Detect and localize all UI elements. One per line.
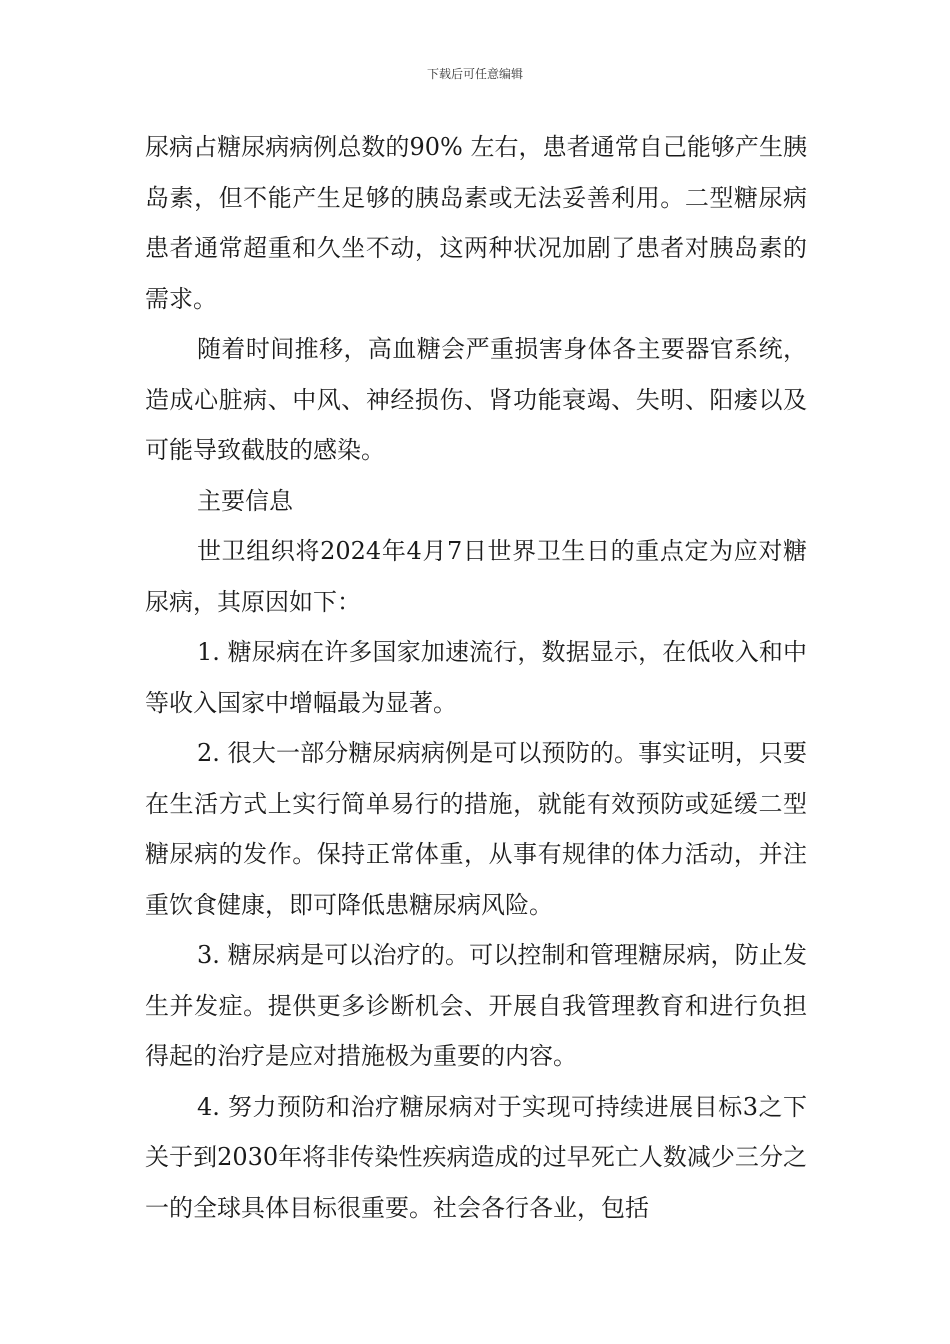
section-heading-key-messages: 主要信息 — [197, 486, 293, 515]
page-header-note: 下载后可任意编辑 — [426, 67, 523, 81]
list-item-3: 3. 糖尿病是可以治疗的。可以控制和管理糖尿病，防止发生并发症。提供更多诊断机会、开展自我管理教育和进行负担得起的治疗是应对措施极为重要的内容。 — [145, 941, 807, 1070]
paragraph-continuation: 尿病占糖尿病病例总数的90% 左右，患者通常自己能够产生胰岛素，但不能产生足够的胰岛素或无法妥善利用。二型糖尿病患者通常超重和久坐不动，这两种状况加剧了患者对胰岛素的需求。 — [145, 133, 807, 313]
paragraph-who-focus: 世卫组织将2024年4月7日世界卫生日的重点定为应对糖尿病，其原因如下： — [145, 537, 807, 616]
list-item-2: 2. 很大一部分糖尿病病例是可以预防的。事实证明，只要在生活方式上实行简单易行的措施，就能有效预防或延缓二型糖尿病的发作。保持正常体重，从事有规律的体力活动，并注重饮食健康，即可降低患糖尿病风险。 — [145, 739, 807, 919]
list-item-1: 1. 糖尿病在许多国家加速流行，数据显示，在低收入和中等收入国家中增幅最为显著。 — [145, 638, 807, 717]
list-item-4: 4. 努力预防和治疗糖尿病对于实现可持续进展目标3之下关于到2030年将非传染性疾病造成的过早死亡人数减少三分之一的全球具体目标很重要。社会各行各业，包括 — [145, 1092, 807, 1222]
document-body — [145, 122, 807, 1233]
paragraph-complications: 随着时间推移，高血糖会严重损害身体各主要器官系统，造成心脏病、中风、神经损伤、肾功能衰竭、失明、阳痿以及可能导致截肢的感染。 — [145, 335, 807, 464]
